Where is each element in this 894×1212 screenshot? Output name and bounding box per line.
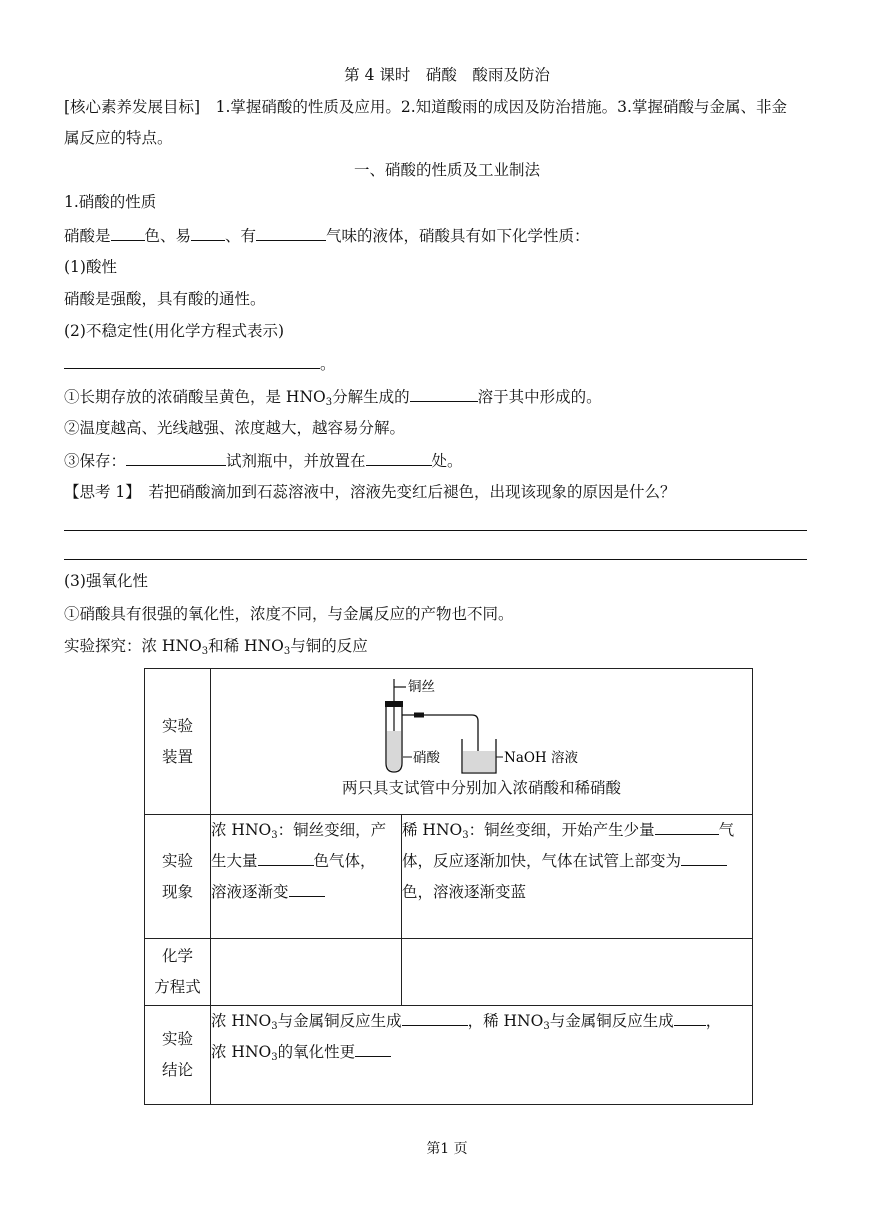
header-text: 实验 (161, 716, 193, 735)
period: 。 (320, 355, 336, 373)
conc-text: ：铜丝变细，产 (277, 821, 387, 839)
explore-text-1: 实验探究：浓 HNO (64, 637, 202, 655)
label-nitric-acid: 硝酸 (412, 749, 440, 766)
row-header-conclusion (145, 1006, 211, 1105)
apparatus-caption: 两只具支试管中分别加入浓硝酸和稀硝酸 (342, 778, 622, 797)
place-blank[interactable] (366, 449, 432, 466)
gas-color-blank[interactable] (258, 849, 314, 866)
table-row (145, 669, 753, 815)
page-footer: 第1 页 (426, 1141, 468, 1157)
header-text: 装置 (161, 747, 193, 766)
subscript: 3 (271, 830, 278, 841)
decompose-line: ②温度越高、光线越强、浓度越大，越容易分解。 (64, 419, 406, 437)
yellow-text-3: 溶于其中形成的。 (477, 388, 602, 406)
naoh-liquid (463, 751, 495, 772)
row-header-phenomenon (145, 815, 211, 939)
colorless-gas-blank[interactable] (655, 818, 719, 835)
header-text: 现象 (161, 882, 193, 901)
dilute-equation-cell[interactable] (402, 939, 753, 1006)
tube-stopper (385, 701, 403, 707)
oxidation-text: ①硝酸具有很强的氧化性，浓度不同，与金属反应的产物也不同。 (64, 605, 514, 623)
concentrated-equation-cell[interactable] (211, 939, 402, 1006)
solution-color-blank[interactable] (289, 880, 325, 897)
conc-product-blank[interactable] (402, 1009, 468, 1026)
table-row (145, 815, 753, 939)
label-copper-wire: 铜丝 (407, 678, 435, 695)
subscript: 3 (543, 1021, 550, 1032)
oxidation-heading: (3)强氧化性 (64, 572, 148, 590)
storage-text-2: 试剂瓶中，并放置在 (226, 452, 366, 470)
odor-blank[interactable] (256, 224, 326, 241)
goals-line-1: [核心素养发展目标] 1.掌握硝酸的性质及应用。2.知道酸雨的成因及防治措施。3.掌握硝酸与金属、非金 (64, 98, 787, 116)
subscript: 3 (201, 646, 209, 657)
decomposition-equation-blank[interactable] (64, 352, 320, 369)
explore-line (64, 635, 368, 657)
header-text: 结论 (161, 1061, 193, 1079)
header-text: 化学 (161, 947, 193, 965)
header-text: 实验 (161, 851, 193, 870)
dilute-text: 体，反应逐渐加快，气体在试管上部变为 (402, 852, 682, 870)
concl-text: 与金属铜反应生成 (549, 1012, 674, 1030)
conc-text: 溶液逐渐变 (211, 883, 289, 901)
answer-line-2[interactable] (64, 559, 807, 560)
dilute-text: 气 (718, 821, 735, 839)
subsection-heading: 1.硝酸的性质 (64, 193, 157, 211)
subscript: 3 (462, 830, 469, 841)
apparatus-cell (211, 669, 753, 815)
acid-text: 硝酸是强酸，具有酸的通性。 (64, 290, 266, 308)
conc-text: 浓 HNO (211, 821, 272, 839)
bottle-blank[interactable] (126, 449, 226, 466)
conclusion-cell (211, 1006, 753, 1105)
subscript: 3 (271, 1052, 278, 1063)
row-header-equation (145, 939, 211, 1006)
dilute-phenomenon-cell (402, 815, 753, 939)
explore-text-3: 与铜的反应 (290, 637, 368, 655)
row-header-apparatus (145, 669, 211, 815)
concl-text: 与金属铜反应生成 (277, 1012, 402, 1030)
props-text-1: 硝酸是 (64, 227, 111, 245)
yellow-text-2: 分解生成的 (332, 388, 410, 406)
table-row (145, 939, 753, 1006)
section-heading: 一、硝酸的性质及工业制法 (353, 161, 540, 179)
acid-liquid (387, 731, 401, 771)
subscript: 3 (271, 1021, 278, 1032)
think-question: 【思考 1】 若把硝酸滴加到石蕊溶液中，溶液先变红后褪色，出现该现象的原因是什么？ (64, 483, 676, 501)
props-text-3: 、有 (225, 227, 257, 245)
product-blank[interactable] (410, 385, 478, 402)
concl-text: 的氧化性更 (277, 1043, 356, 1061)
subscript: 3 (283, 646, 291, 657)
yellow-text-1: ①长期存放的浓硝酸呈黄色，是 HNO (64, 388, 326, 406)
concentrated-phenomenon-cell (211, 815, 402, 939)
subscript: 3 (325, 397, 333, 408)
conc-text: 色气体， (313, 852, 376, 870)
yellow-color-line (64, 385, 602, 408)
concl-text: ，稀 HNO (467, 1012, 544, 1030)
goals-line-2: 属反应的特点。 (64, 129, 173, 147)
storage-text-1: ③保存： (64, 452, 127, 470)
acid-heading: (1)酸性 (64, 258, 117, 276)
apparatus-diagram (382, 673, 582, 777)
header-text: 实验 (161, 1030, 193, 1048)
unstable-heading: (2)不稳定性(用化学方程式表示) (64, 322, 285, 340)
props-text-4: 气味的液体，硝酸具有如下化学性质： (326, 227, 590, 245)
storage-text-3: 处。 (431, 452, 463, 470)
label-naoh-solution: NaOH 溶液 (503, 749, 578, 766)
concl-text: 浓 HNO (211, 1012, 272, 1030)
equation-line (64, 352, 336, 375)
props-text-2: 色、易 (144, 227, 192, 245)
conc-text: 生大量 (211, 852, 258, 870)
oxidation-blank[interactable] (355, 1040, 391, 1057)
lesson-title: 第 4 课时 硝酸 酸雨及防治 (344, 66, 550, 84)
explore-text-2: 和稀 HNO (208, 637, 284, 655)
storage-line (64, 449, 463, 472)
experiment-table (144, 668, 753, 1105)
dilute-text: ：铜丝变细，开始产生少量 (468, 821, 655, 839)
color-blank[interactable] (111, 224, 145, 241)
property-blank[interactable] (191, 224, 225, 241)
dilute-product-blank[interactable] (674, 1009, 706, 1026)
table-row (145, 1006, 753, 1105)
concl-text: ， (705, 1012, 722, 1030)
tube-connector (414, 712, 424, 717)
dilute-text: 色，溶液逐渐变蓝 (402, 883, 527, 901)
answer-line-1[interactable] (64, 530, 807, 531)
dilute-text: 稀 HNO (402, 821, 463, 839)
header-text: 方程式 (154, 978, 201, 996)
properties-sentence (64, 224, 590, 247)
gas-change-blank[interactable] (681, 849, 727, 866)
concl-text: 浓 HNO (211, 1043, 272, 1061)
